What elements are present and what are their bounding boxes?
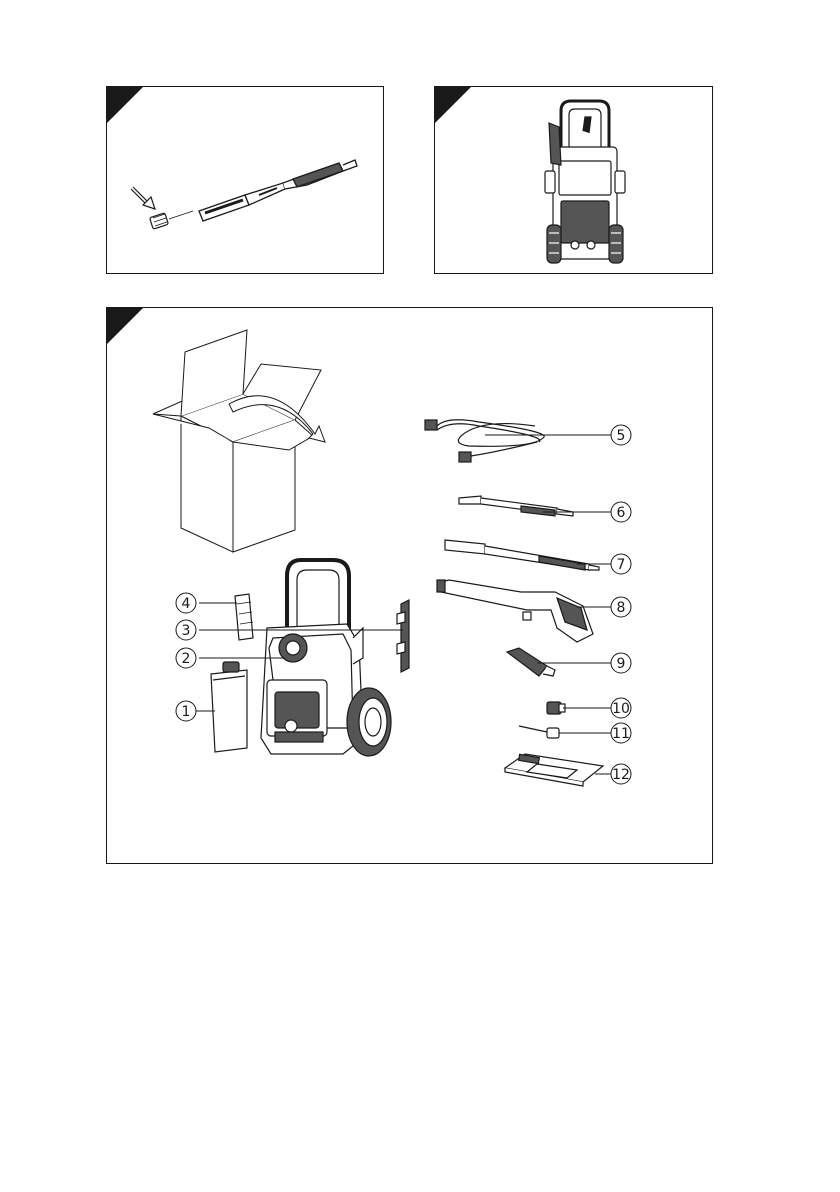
- callout-nozzle-holder: [176, 593, 196, 613]
- callout-high-pressure-hose: [611, 425, 631, 445]
- callout-number: 8: [616, 600, 626, 616]
- callout-number: 4: [181, 596, 191, 612]
- wheel-right: [609, 225, 623, 263]
- detergent-tank: [211, 662, 247, 752]
- callout-variable-lance: [611, 554, 631, 574]
- callout-number: 6: [616, 505, 626, 521]
- trigger-gun: [437, 580, 593, 642]
- nozzle-tip: [150, 211, 193, 229]
- variable-lance: [445, 540, 599, 570]
- instruction-manual: [505, 754, 603, 786]
- inlet-connector: [547, 702, 565, 714]
- callout-number: 10: [612, 701, 630, 717]
- callout-inlet-connector: [611, 698, 631, 718]
- wheel-left: [547, 225, 561, 263]
- nozzle-holder: [235, 594, 253, 640]
- callout-instruction-manual: [611, 764, 631, 784]
- callout-detergent-tank: [176, 701, 196, 721]
- callout-number: 1: [181, 704, 191, 720]
- callout-hose-reel-connector: [176, 648, 196, 668]
- panel-machine-rear: [434, 86, 713, 274]
- callout-number: 11: [612, 726, 630, 742]
- callout-trigger-gun: [611, 597, 631, 617]
- callout-number: 5: [616, 428, 626, 444]
- callout-foam-nozzle: [611, 653, 631, 673]
- foam-nozzle: [507, 648, 555, 676]
- cleaning-needle: [519, 726, 559, 738]
- high-pressure-hose: [425, 420, 544, 462]
- callout-number: 9: [616, 656, 626, 672]
- callout-number: 2: [181, 651, 191, 667]
- callout-number: 12: [612, 767, 630, 783]
- callout-turbo-lance: [611, 502, 631, 522]
- callout-number: 7: [616, 557, 626, 573]
- lance: [199, 160, 357, 221]
- turbo-lance: [459, 496, 573, 516]
- contents-illustration: [107, 308, 713, 864]
- side-bracket: [397, 600, 409, 672]
- panel-wand-nozzle: [106, 86, 384, 274]
- wand-nozzle-illustration: [107, 87, 384, 274]
- open-box: [153, 330, 325, 552]
- machine-rear-illustration: [435, 87, 713, 274]
- insert-arrow-icon: [131, 187, 155, 209]
- callout-number: 3: [181, 623, 191, 639]
- callout-gun-holder: [176, 620, 196, 640]
- callout-cleaning-needle: [611, 723, 631, 743]
- panel-contents: [106, 307, 713, 864]
